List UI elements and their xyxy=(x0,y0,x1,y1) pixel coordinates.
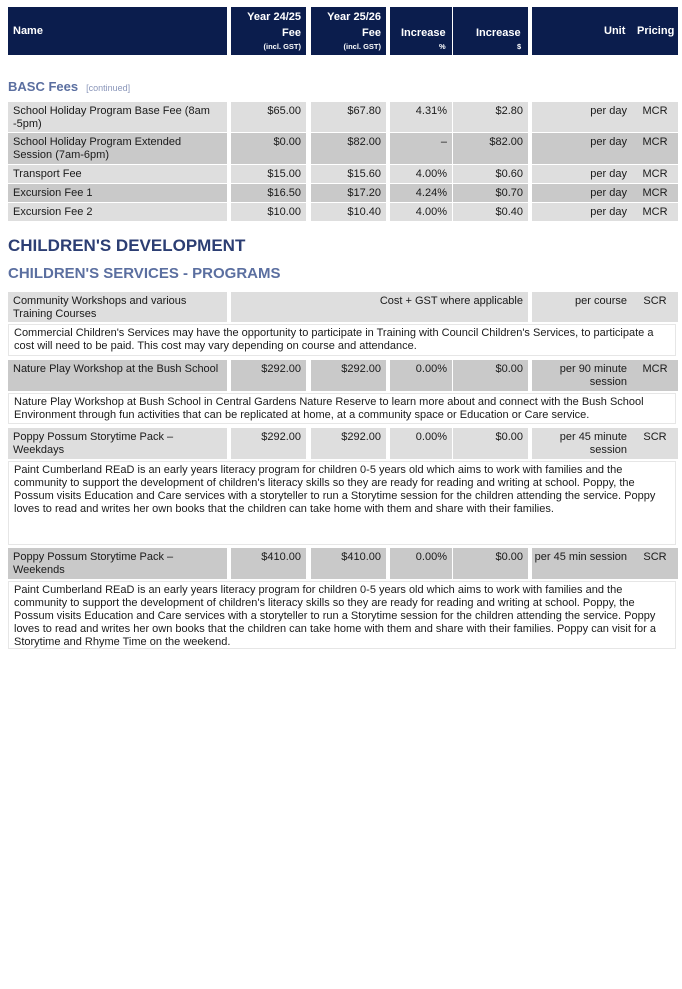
row-description: Paint Cumberland REaD is an early years literacy program for children 0-5 years old which aims to work with families and the community to support the development of children's literacy skills so they are ready for reading and writing at school. Poppy, the Possum visits Education and Care services with a storyteller to run a Storytime session for the children attending the service. Poppy loves to read and writes her own books that the children can take home with them and share with their families. xyxy=(8,461,676,545)
table-row-name: Nature Play Workshop at the Bush School xyxy=(8,360,227,391)
fee-2425: $292.00 xyxy=(231,360,306,391)
fee-2425: $410.00 xyxy=(231,548,306,579)
pricing: MCR xyxy=(632,203,678,221)
unit: per 90 minute session xyxy=(532,360,632,391)
table-row-name: School Holiday Program Base Fee (8am -5pm) xyxy=(8,102,227,132)
header-increase-pct: Increase % xyxy=(390,7,452,55)
row-description: Nature Play Workshop at Bush School in Central Gardens Nature Reserve to learn more about and connect with the Bush School Environment through fun activities that can be replicated at home, at a community space or Education or Care service. xyxy=(8,393,676,424)
basc-fees-title: BASC Fees [continued] xyxy=(8,79,131,94)
fee-2526: $292.00 xyxy=(311,428,386,459)
increase-pct: 0.00% xyxy=(390,548,452,579)
fee-2425: $65.00 xyxy=(231,102,306,132)
fee-2526: $10.40 xyxy=(311,203,386,221)
fee-2526: $82.00 xyxy=(311,133,386,164)
pricing: MCR xyxy=(632,360,678,391)
table-row-name: Transport Fee xyxy=(8,165,227,183)
section-heading-development: CHILDREN'S DEVELOPMENT xyxy=(8,236,246,255)
row-description: Paint Cumberland REaD is an early years literacy program for children 0-5 years old which aims to work with families and the community to support the development of children's literacy skills so they are ready for reading and writing at school. Poppy, the Possum visits Education and Care services with a storyteller to run a Storytime session for the children attending the service. Poppy loves to read and writes her own books that the children can take home with them and share with their families. Poppy can visit for a Storytime and Rhyme Time on the weekend. xyxy=(8,581,676,649)
increase-dollar: $2.80 xyxy=(453,102,528,132)
unit: per 45 minute session xyxy=(532,428,632,459)
unit: per day xyxy=(532,184,632,202)
table-row-name: Community Workshops and various Training Courses xyxy=(8,292,227,322)
unit: per day xyxy=(532,165,632,183)
fee-text: Cost + GST where applicable xyxy=(231,292,528,322)
fee-2425: $16.50 xyxy=(231,184,306,202)
increase-pct: 4.00% xyxy=(390,203,452,221)
table-row-name: Excursion Fee 2 xyxy=(8,203,227,221)
fee-2526: $410.00 xyxy=(311,548,386,579)
increase-pct: 4.31% xyxy=(390,102,452,132)
table-header xyxy=(8,7,678,55)
table-row-name: School Holiday Program Extended Session (7am-6pm) xyxy=(8,133,227,164)
increase-pct: – xyxy=(390,133,452,164)
section-heading-programs: CHILDREN'S SERVICES - PROGRAMS xyxy=(8,265,281,282)
pricing: MCR xyxy=(632,133,678,164)
table-row-name: Poppy Possum Storytime Pack – Weekends xyxy=(8,548,227,579)
table-row-name: Poppy Possum Storytime Pack – Weekdays xyxy=(8,428,227,459)
fee-2425: $292.00 xyxy=(231,428,306,459)
increase-dollar: $0.00 xyxy=(453,428,528,459)
header-name: Name xyxy=(8,7,227,55)
unit: per 45 min session xyxy=(532,548,632,579)
increase-dollar: $0.40 xyxy=(453,203,528,221)
unit: per day xyxy=(532,102,632,132)
increase-dollar: $0.00 xyxy=(453,360,528,391)
fee-2526: $292.00 xyxy=(311,360,386,391)
increase-dollar: $82.00 xyxy=(453,133,528,164)
increase-pct: 4.24% xyxy=(390,184,452,202)
increase-pct: 0.00% xyxy=(390,428,452,459)
fee-2526: $67.80 xyxy=(311,102,386,132)
increase-dollar: $0.70 xyxy=(453,184,528,202)
pricing: MCR xyxy=(632,102,678,132)
fee-2425: $10.00 xyxy=(231,203,306,221)
fee-2526: $15.60 xyxy=(311,165,386,183)
unit: per day xyxy=(532,203,632,221)
increase-dollar: $0.00 xyxy=(453,548,528,579)
pricing: MCR xyxy=(632,165,678,183)
header-increase-dollar: Increase $ xyxy=(453,7,528,55)
fee-2526: $17.20 xyxy=(311,184,386,202)
unit: per course xyxy=(532,292,632,322)
increase-pct: 4.00% xyxy=(390,165,452,183)
pricing: SCR xyxy=(632,548,678,579)
header-fee-2526: Year 25/26 Fee (incl. GST) xyxy=(311,7,386,55)
continued-label: [continued] xyxy=(86,83,131,93)
row-description: Commercial Children's Services may have the opportunity to participate in Training with Council Children's Services, to participate a cost will need to be paid. This cost may vary depending on course and attendance. xyxy=(8,324,676,356)
pricing: SCR xyxy=(632,292,678,322)
pricing: SCR xyxy=(632,428,678,459)
fee-2425: $15.00 xyxy=(231,165,306,183)
header-fee-2425: Year 24/25 Fee (incl. GST) xyxy=(231,7,306,55)
header-unit-pricing: Unit Pricing xyxy=(532,7,678,55)
pricing: MCR xyxy=(632,184,678,202)
unit: per day xyxy=(532,133,632,164)
table-row-name: Excursion Fee 1 xyxy=(8,184,227,202)
increase-dollar: $0.60 xyxy=(453,165,528,183)
fee-2425: $0.00 xyxy=(231,133,306,164)
increase-pct: 0.00% xyxy=(390,360,452,391)
